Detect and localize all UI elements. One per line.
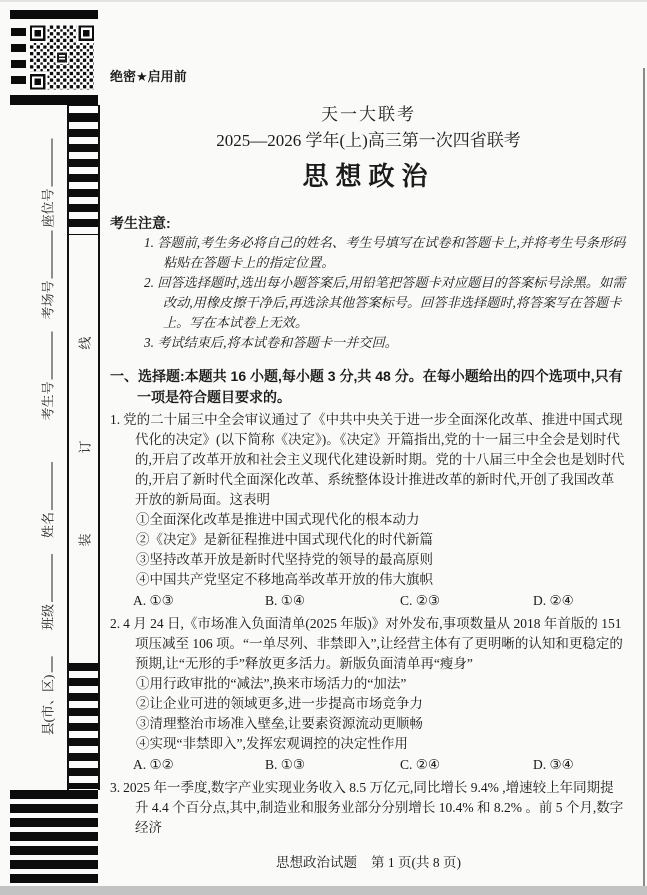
field-exam-room: 考场号 [38, 230, 57, 319]
field-candidate-number: 考生号 [38, 331, 57, 420]
question-stem-text: 4 月 24 日,《市场准入负面清单(2025 年版)》对外发布,事项数量从 2018 年首版的 151 项压减至 106 项。“一单尽列、非禁即入”,让经营主体有了更明晰的认知和更稳定的预期,让“无形的手”释放更多活力。新版负面清单再“瘦身” [123, 616, 623, 671]
exam-content [110, 0, 627, 873]
fill-in-line [48, 138, 53, 186]
choice-a: A. ①② [133, 757, 174, 772]
page-footer [110, 853, 627, 873]
question-2 [110, 614, 627, 775]
field-name: 姓名 [38, 462, 57, 538]
choice-c: C. ②④ [400, 757, 440, 772]
fill-in-line [48, 462, 53, 510]
barcode-strip-bottom [10, 790, 98, 883]
field-county: 县(市、区) [38, 657, 57, 736]
question-1 [110, 410, 627, 611]
fill-in-line [48, 230, 53, 278]
footer-page-number: 第 1 页(共 8 页) [371, 855, 461, 870]
binding-char-ding: 订 [77, 440, 93, 454]
field-class: 班级 [38, 554, 57, 630]
statement: ③坚持改革开放是新时代坚持党的领导的最高原则 [136, 552, 433, 567]
statement-list [136, 674, 627, 754]
notice-item: 1. 答题前,考生务必将自己的姓名、考生号填写在试卷和答题卡上,并将考生号条形码粘贴在答题卡上的指定位置。 [144, 235, 626, 270]
statement-list [136, 510, 627, 590]
exam-organization: 天一大联考 [321, 105, 416, 124]
notice-list [144, 233, 627, 353]
timing-mark [11, 44, 26, 52]
timing-mark [11, 60, 26, 68]
question-number: 1. [110, 412, 121, 427]
binding-char-xian: 线 [77, 336, 93, 350]
security-classification: 绝密★启用前 [110, 69, 187, 84]
page-edge-bottom [0, 886, 647, 895]
fill-in-line [48, 331, 53, 379]
question-stem-text: 党的二十届三中全会审议通过了《中共中央关于进一步全面深化改革、推进中国式现代化的决定》(以下简称《决定》)。《决定》开篇指出,党的十一届三中全会是划时代的,开启了改革开放和社会主义现代化建设新时期。党的十八届三中全会也是划时代的,开启了新时代全面深化改革、系统整体设计推进改革的新时代,开创了我国改革开放的新局面。这表明 [123, 412, 625, 507]
statement: ③清理整治市场准入壁垒,让要素资源流动更顺畅 [136, 716, 423, 731]
barcode-strip-lower [69, 663, 98, 789]
registration-bar-top [10, 10, 98, 19]
question-number: 2. [110, 616, 121, 631]
choice-b: B. ①③ [265, 757, 305, 772]
choice-row [133, 591, 627, 611]
qr-code [30, 24, 94, 91]
registration-bar-bottom [10, 95, 98, 105]
choice-d: D. ②④ [533, 593, 574, 608]
section-title: 一、选择题:本题共 16 小题,每小题 3 分,共 48 分。在每小题给出的四个选项中,只有一项是符合题目要求的。 [110, 368, 623, 405]
barcode-start-cell [68, 105, 99, 114]
choice-row [133, 755, 627, 775]
barcode-strip-upper [69, 114, 98, 235]
page-edge-right [643, 68, 645, 886]
statement: ④中国共产党坚定不移地高举改革开放的伟大旗帜 [136, 572, 433, 587]
binding-line-right [98, 105, 100, 790]
subject-title: 思想政治 [302, 161, 435, 191]
statement: ②让企业可进的领域更多,进一步提高市场竞争力 [136, 696, 423, 711]
notice-heading: 考生注意: [110, 215, 171, 231]
question-stem-text: 2025 年一季度,数字产业实现业务收入 8.5 万亿元,同比增长 9.4% ,增速较上年同期提升 4.4 个百分点,其中,制造业和服务业部分分别增长 10.4% 和 8.2% 。前 5 个月,数字经济 [123, 780, 624, 835]
statement: ②《决定》是新征程推进中国式现代化的时代新篇 [136, 532, 433, 547]
choice-d: D. ③④ [533, 757, 574, 772]
statement: ①用行政审批的“减法”,换来市场活力的“加法” [136, 676, 407, 691]
field-seat-number: 座位号 [38, 138, 57, 227]
notice-item: 2. 回答选择题时,选出每小题答案后,用铅笔把答题卡对应题目的答案标号涂黑。如需改动,用橡皮擦干净后,再选涂其他答案标号。回答非选择题时,将答案写在答题卡上。写在本试卷上无效。 [144, 275, 626, 330]
timing-mark [11, 76, 26, 84]
question-stem [110, 410, 627, 510]
timing-mark [11, 28, 26, 36]
choice-a: A. ①③ [133, 593, 174, 608]
question-stem [110, 778, 627, 838]
footer-subject: 思想政治试题 [276, 855, 357, 870]
choice-b: B. ①④ [265, 593, 305, 608]
fill-in-line [48, 657, 53, 673]
question-3 [110, 778, 627, 838]
choice-c: C. ②③ [400, 593, 440, 608]
statement: ④实现“非禁即入”,发挥宏观调控的决定性作用 [136, 736, 408, 751]
binding-char-zhuang: 装 [77, 533, 93, 547]
statement: ①全面深化改革是推进中国式现代化的根本动力 [136, 512, 420, 527]
fill-in-line [48, 554, 53, 602]
notice-item: 3. 考试结束后,将本试卷和答题卡一并交回。 [144, 335, 398, 350]
question-number: 3. [110, 780, 121, 795]
exam-session: 2025—2026 学年(上)高三第一次四省联考 [216, 131, 521, 150]
question-stem [110, 614, 627, 674]
